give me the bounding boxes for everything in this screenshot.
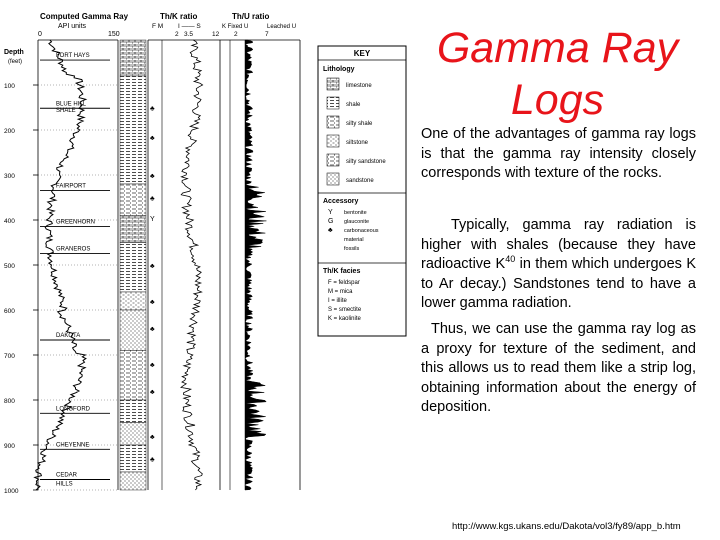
thu-ratio-curve bbox=[245, 40, 266, 490]
depth-tick-label: 400 bbox=[4, 218, 15, 225]
formation-label: FAIRPORT bbox=[56, 183, 86, 190]
lithology-band bbox=[120, 400, 146, 423]
formation-label: CHEYENNE bbox=[56, 442, 90, 449]
depth-tick-label: 900 bbox=[4, 443, 15, 450]
lithology-key-label: silty shale bbox=[346, 121, 373, 127]
depth-tick-label: 500 bbox=[4, 263, 15, 270]
accessory-key-label: glauconite bbox=[344, 219, 370, 225]
gamma-scale-max: 150 bbox=[108, 31, 120, 38]
accessory-title: Accessory bbox=[323, 198, 359, 205]
accessory-key-label: material bbox=[344, 237, 364, 243]
depth-tick-label: 100 bbox=[4, 83, 15, 90]
depth-tick-label: 300 bbox=[4, 173, 15, 180]
lithology-title: Lithology bbox=[323, 66, 355, 73]
paragraph-radiation-text-2: in them which undergoes K to Ar decay.) Sandstones tend to have a lower gamma radiation. bbox=[421, 256, 697, 311]
thu-column-title: Th/U ratio bbox=[232, 12, 270, 21]
thu-subheader-1: K Fixed U bbox=[222, 24, 249, 30]
lithology-swatch bbox=[327, 116, 339, 128]
lithology-key-label: silty sandstone bbox=[346, 159, 386, 165]
depth-tick-label: 700 bbox=[4, 353, 15, 360]
lithology-band bbox=[120, 423, 146, 446]
depth-tick-label: 800 bbox=[4, 398, 15, 405]
accessory-mark: ♣ bbox=[150, 434, 155, 441]
lithology-band bbox=[120, 243, 146, 293]
facies-key-label: M = mica bbox=[328, 289, 353, 295]
facies-key-label: S = smectite bbox=[328, 307, 362, 313]
lithology-key-label: limestone bbox=[346, 83, 372, 89]
thk-subheader-2: I —— S bbox=[178, 23, 201, 30]
accessory-mark: ♣ bbox=[150, 195, 155, 203]
accessory-mark: ♣ bbox=[150, 299, 155, 306]
lithology-swatch bbox=[327, 173, 339, 185]
facies-key-label: F = feldspar bbox=[328, 280, 360, 286]
thk-scale-2: 3.5 bbox=[184, 31, 194, 38]
thk-subheader-1: F M bbox=[152, 23, 164, 30]
facies-title: Th/K facies bbox=[323, 268, 361, 275]
formation-label: GRANEROS bbox=[56, 246, 91, 253]
lithology-swatch bbox=[327, 97, 339, 109]
lithology-key-label: siltstone bbox=[346, 140, 369, 146]
accessory-key-label: carbonaceous bbox=[344, 228, 379, 234]
thk-scale-1: 2 bbox=[175, 31, 179, 38]
key-legend bbox=[318, 46, 406, 336]
lithology-band bbox=[120, 472, 146, 490]
thk-column-title: Th/K ratio bbox=[160, 12, 198, 21]
lithology-column bbox=[120, 40, 146, 490]
gamma-scale-min: 0 bbox=[38, 31, 42, 38]
isotope-superscript: 40 bbox=[505, 254, 516, 265]
paragraph-advantages: One of the advantages of gamma ray logs is that the gamma ray intensity closely corresponds with texture of the rocks. bbox=[421, 126, 696, 181]
accessory-mark: ♣ bbox=[150, 173, 155, 180]
depth-title: Depth bbox=[4, 49, 24, 56]
accessory-key-symbol: ♣ bbox=[328, 227, 333, 234]
lithology-band bbox=[120, 76, 146, 184]
accessory-mark: ♣ bbox=[150, 105, 155, 113]
accessory-mark: ♣ bbox=[150, 326, 155, 333]
paragraph-radiation-text-1: Typically, gamma ray radiation is higher with shales (because they have radioactive K bbox=[421, 217, 696, 272]
source-url[interactable]: http://www.kgs.ukans.edu/Dakota/vol3/fy89/app_b.htm bbox=[452, 521, 681, 532]
depth-tick-label: 1000 bbox=[4, 488, 19, 495]
key-title: KEY bbox=[353, 49, 371, 58]
lithology-key-label: sandstone bbox=[346, 178, 374, 184]
gamma-column-units: API units bbox=[58, 23, 87, 30]
accessory-key-symbol: Y bbox=[328, 209, 333, 216]
slide-title bbox=[430, 22, 685, 126]
accessory-mark: ♣ bbox=[150, 134, 155, 142]
formation-label: DAKOTA bbox=[56, 333, 81, 339]
depth-tick-label: 600 bbox=[4, 308, 15, 315]
accessory-mark: Y bbox=[150, 215, 155, 223]
lithology-band bbox=[120, 292, 146, 310]
title-line-2: Logs bbox=[510, 76, 605, 124]
formation-label: GREENHORN bbox=[56, 219, 96, 226]
paragraph-proxy: Thus, we can use the gamma ray log as a proxy for texture of the sediment, and this allows us to read them like a strip log, obtaining information about the energy of deposition. bbox=[421, 321, 696, 415]
depth-tick-label: 200 bbox=[4, 128, 15, 135]
thu-scale-2: 7 bbox=[265, 31, 269, 38]
formation-label: LONGFORD bbox=[56, 406, 91, 413]
thk-ratio-curve bbox=[181, 40, 203, 490]
accessory-mark: ♣ bbox=[150, 263, 155, 270]
thu-scale-1: 2 bbox=[234, 31, 238, 38]
accessory-key-symbol: G bbox=[328, 218, 334, 225]
lithology-band bbox=[120, 216, 146, 243]
formation-label: FORT HAYS bbox=[56, 53, 90, 60]
thu-subheader-2: Leached U bbox=[267, 24, 297, 30]
accessory-mark: ♣ bbox=[150, 362, 155, 369]
accessory-key-label: bentonite bbox=[344, 210, 367, 216]
accessory-symbols bbox=[150, 106, 155, 464]
thk-scale-3: 12 bbox=[212, 31, 220, 38]
formation-label: CEDAR bbox=[56, 472, 78, 479]
lithology-swatch bbox=[327, 135, 339, 147]
lithology-key-label: shale bbox=[346, 102, 361, 108]
facies-key-label: K = kaolinite bbox=[328, 316, 361, 322]
lithology-band bbox=[120, 351, 146, 401]
formation-label: HILLS bbox=[56, 481, 73, 488]
formation-label: SHALE bbox=[56, 108, 76, 114]
accessory-key-label: fossils bbox=[344, 246, 360, 252]
depth-axis bbox=[4, 83, 118, 495]
gamma-column-title: Computed Gamma Ray bbox=[40, 12, 129, 21]
formation-labels bbox=[40, 53, 110, 487]
paragraph-radiation bbox=[421, 216, 696, 314]
accessory-mark: ♣ bbox=[150, 389, 155, 396]
lithology-band bbox=[120, 310, 146, 351]
lithology-band bbox=[120, 184, 146, 216]
lithology-swatch bbox=[327, 78, 339, 90]
facies-key-label: I = illite bbox=[328, 298, 347, 304]
depth-units: (feet) bbox=[8, 59, 23, 65]
accessory-mark: ♣ bbox=[150, 456, 155, 464]
lithology-band bbox=[120, 445, 146, 472]
lithology-band bbox=[120, 40, 146, 76]
lithology-swatch bbox=[327, 154, 339, 166]
title-line-1: Gamma Ray bbox=[436, 24, 679, 72]
formation-label: BLUE HILL bbox=[56, 101, 87, 108]
